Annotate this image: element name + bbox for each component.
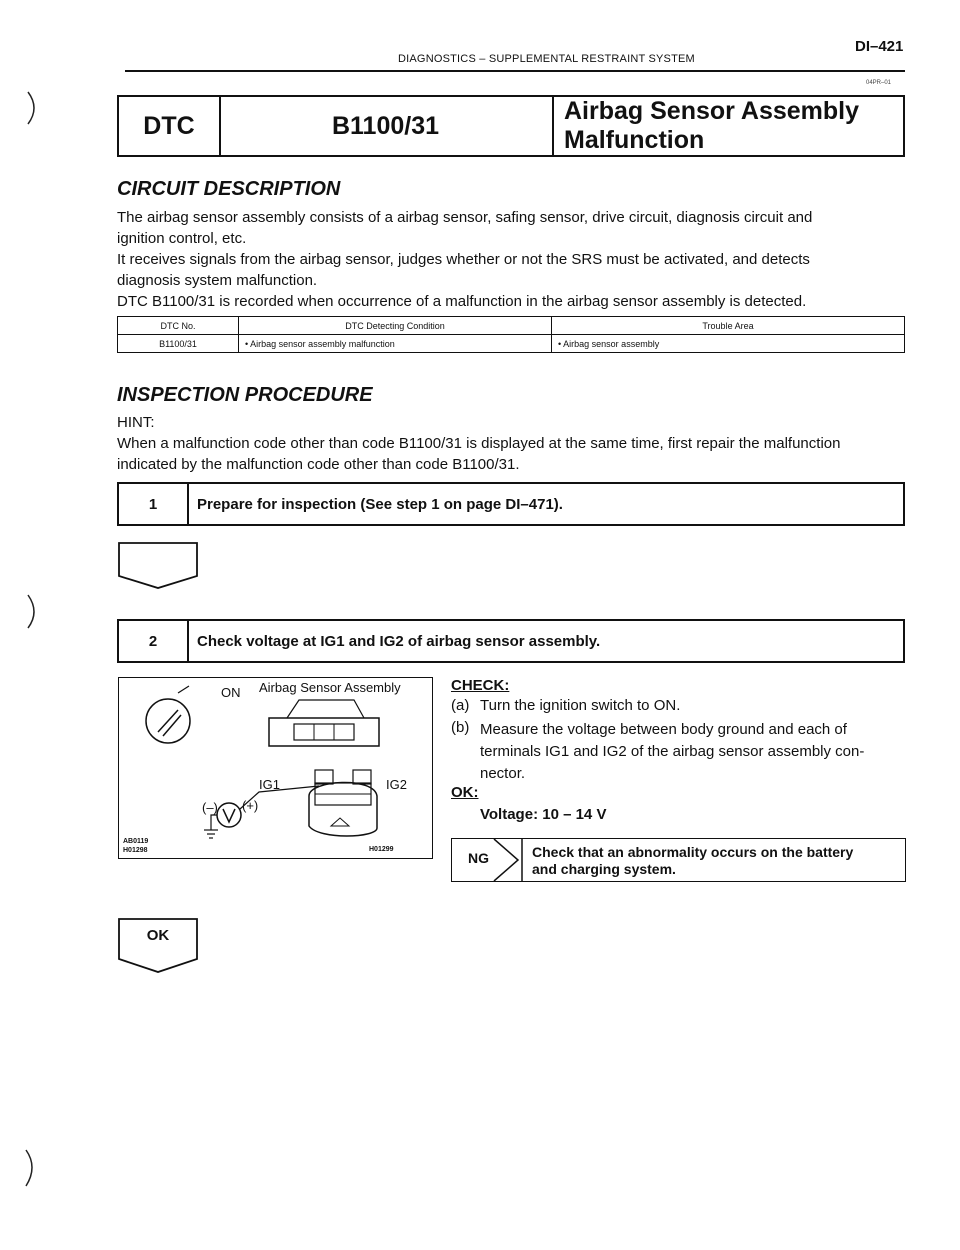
check-b-label: (b) [451, 719, 470, 736]
table-header-cell: DTC No. [118, 317, 239, 335]
running-header: DIAGNOSTICS – SUPPLEMENTAL RESTRAINT SYSTEM [398, 53, 695, 65]
table-row [118, 335, 905, 353]
inspection-line-1: When a malfunction code other than code B1100/31 is displayed at the same time, first repair the malfunction [117, 435, 841, 452]
ng-label: NG [468, 850, 489, 866]
step-text: Prepare for inspection (See step 1 on page DI–471). [197, 495, 563, 513]
ng-action [532, 844, 853, 878]
circuit-description-heading: CIRCUIT DESCRIPTION [117, 178, 341, 200]
connector-diagram [119, 678, 431, 856]
inspection-text [117, 412, 907, 475]
circuit-line-2: ignition control, etc. [117, 230, 247, 247]
step-1-box [117, 482, 905, 526]
ng-action-line-1: Check that an abnormality occurs on the battery [532, 844, 854, 860]
figure-title: Airbag Sensor Assembly [259, 680, 401, 695]
dtc-code: B1100/31 [219, 97, 554, 155]
table-cell: B1100/31 [118, 335, 239, 353]
figure-code-2: H01298 [123, 847, 148, 854]
dtc-title: Airbag Sensor Assembly Malfunction [564, 97, 860, 154]
figure-on-label: ON [221, 685, 241, 700]
voltage-check-figure [118, 677, 433, 859]
inspection-line-2: indicated by the malfunction code other than code B1100/31. [117, 456, 520, 473]
ig2-label: IG2 [386, 777, 407, 792]
check-b-line-1: Measure the voltage between body ground and each of [480, 721, 847, 738]
figure-code-3: H01299 [369, 846, 394, 853]
check-b-line-2: terminals IG1 and IG2 of the airbag sensor assembly con- [480, 743, 865, 760]
ok-value: Voltage: 10 – 14 V [480, 806, 607, 823]
step-text: Check voltage at IG1 and IG2 of airbag sensor assembly. [197, 632, 601, 650]
doc-code: 04PR–01 [866, 80, 892, 86]
circuit-line-3: It receives signals from the airbag sensor, judges whether or not the SRS must be activated, and detects [117, 251, 810, 268]
inspection-procedure-heading: INSPECTION PROCEDURE [117, 384, 373, 406]
table-header-cell: DTC Detecting Condition [239, 317, 552, 335]
step-2-box [117, 619, 905, 663]
dtc-title-bar [117, 95, 905, 157]
ng-action-line-2: and charging system. [532, 861, 676, 877]
table-header-cell: Trouble Area [552, 317, 905, 335]
step-number: 2 [119, 621, 189, 661]
check-a-text: Turn the ignition switch to ON. [480, 697, 681, 714]
ig1-label: IG1 [259, 777, 280, 792]
table-cell: • Airbag sensor assembly malfunction [239, 335, 552, 353]
binding-marks [0, 0, 110, 1250]
circuit-line-1: The airbag sensor assembly consists of a airbag sensor, safing sensor, drive circuit, diagnosis circuit and [117, 209, 813, 226]
ignition-switch-icon [146, 686, 190, 743]
circuit-line-5: DTC B1100/31 is recorded when occurrence of a malfunction in the airbag sensor assembly is detected. [117, 293, 807, 310]
ng-arrow-icon [452, 839, 530, 881]
dtc-label: DTC [119, 97, 221, 155]
step-number: 1 [119, 484, 189, 524]
voltmeter-icon [204, 786, 319, 838]
page-number: DI–421 [855, 38, 904, 55]
circuit-description-text [117, 207, 907, 312]
minus-label: (–) [202, 800, 218, 815]
flow-arrow [117, 541, 205, 591]
ng-result-box [451, 838, 906, 882]
sensor-connector-icon [309, 770, 377, 836]
ok-heading: OK: [451, 784, 479, 801]
connector-icon [269, 700, 379, 746]
table-cell: • Airbag sensor assembly [552, 335, 905, 353]
hint-label: HINT: [117, 414, 155, 431]
check-b-text [480, 719, 864, 785]
plus-label: (+) [242, 798, 259, 813]
ok-label: OK [146, 927, 170, 944]
circuit-line-4: diagnosis system malfunction. [117, 272, 318, 289]
header-rule [125, 70, 905, 72]
dtc-table [117, 316, 905, 353]
table-header-row [118, 317, 905, 335]
check-b-line-3: nector. [480, 765, 526, 782]
figure-code-1: AB0119 [123, 838, 149, 845]
check-a-label: (a) [451, 697, 470, 714]
ok-arrow [117, 917, 205, 975]
check-heading: CHECK: [451, 677, 510, 694]
